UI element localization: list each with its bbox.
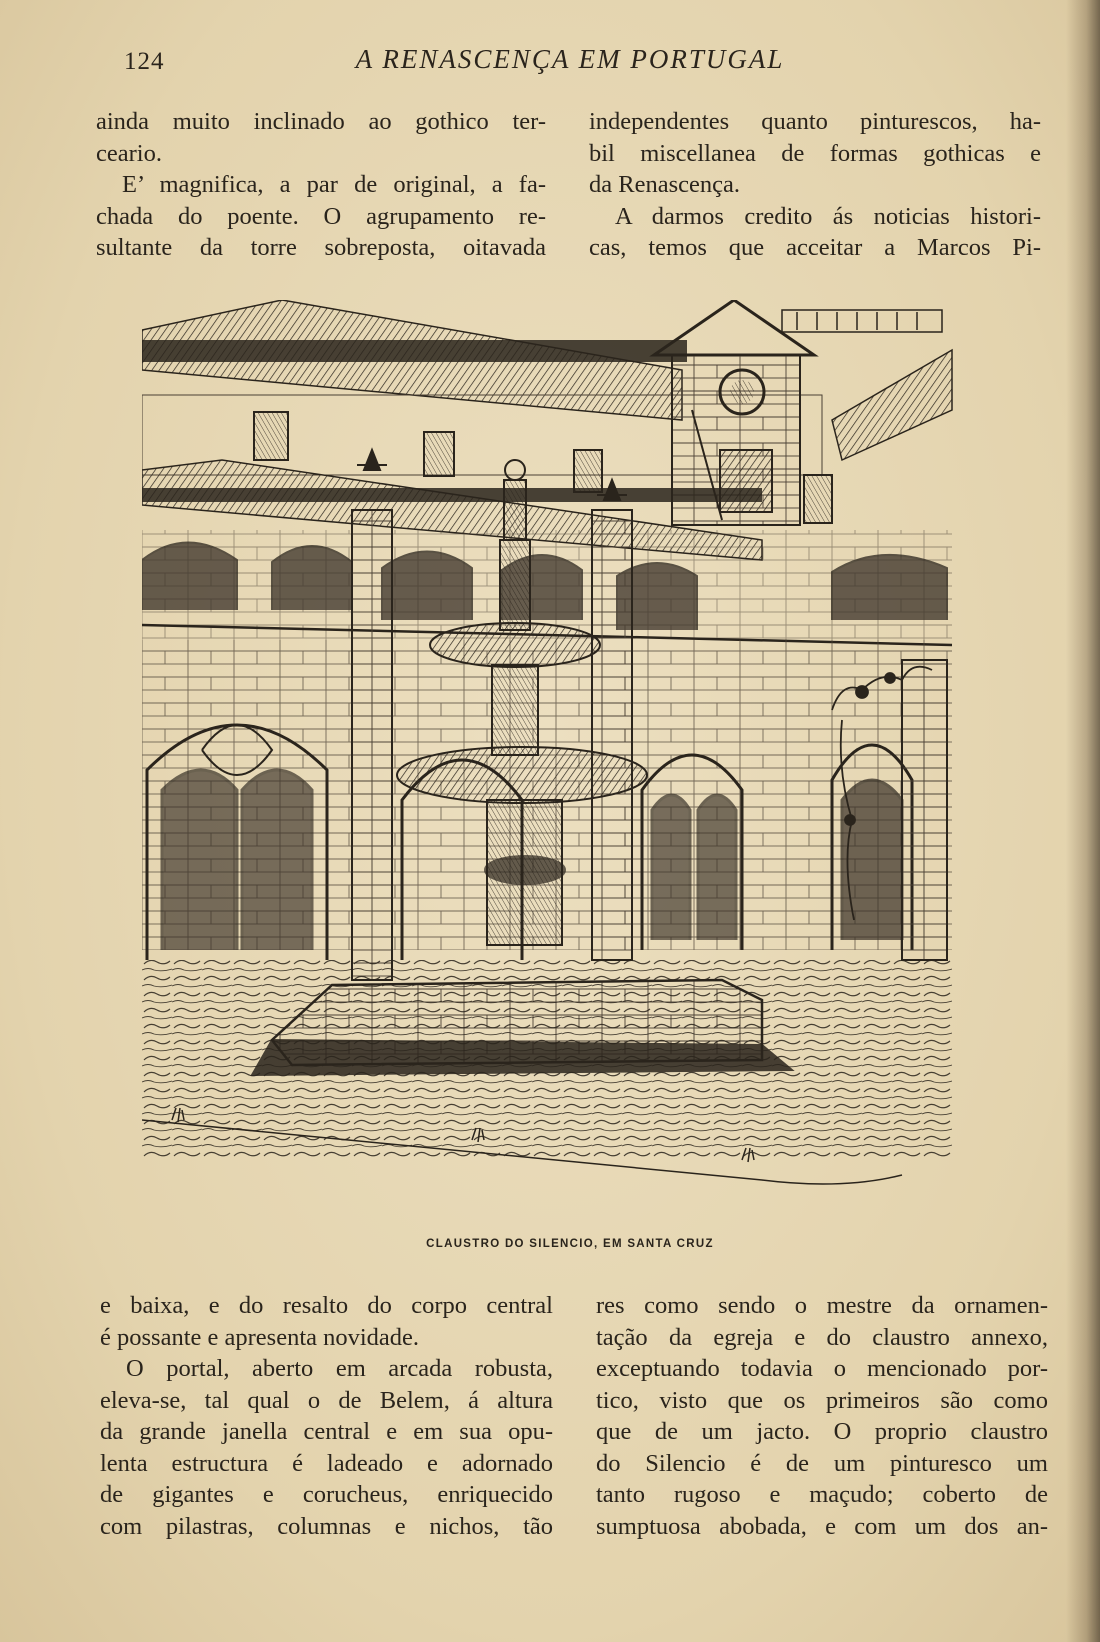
page-edge-shadow xyxy=(1066,0,1100,1642)
text-line: é possante e apresenta novidade. xyxy=(100,1323,420,1351)
text-line: da Renascença. xyxy=(589,171,740,198)
text-column-bottom-right xyxy=(596,1290,1048,1542)
text-line: do Silencio é de um pinturesco um xyxy=(596,1449,1048,1477)
text-line: E’ magnifica, a par de original, a fa- xyxy=(122,171,546,198)
text-column-top-right xyxy=(589,106,1041,264)
figure-caption: CLAUSTRO DO SILENCIO, EM SANTA CRUZ xyxy=(426,1238,714,1250)
text-line: de gigantes e corucheus, enriquecido xyxy=(100,1481,553,1508)
text-column-top-left xyxy=(96,106,546,264)
running-head: A RENASCENÇA EM PORTUGAL xyxy=(355,44,785,74)
text-line: tico, visto que os primeiros são como xyxy=(596,1386,1048,1414)
text-line: e baixa, e do resalto do corpo central xyxy=(100,1292,553,1319)
text-column-bottom-left xyxy=(100,1290,553,1542)
text-line: A darmos credito ás noticias histori- xyxy=(615,202,1041,230)
text-line: independentes quanto pinturescos, ha- xyxy=(589,108,1041,135)
text-line: sultante da torre sobreposta, oitavada xyxy=(96,234,546,261)
text-line: tanto rugoso e maçudo; coberto de xyxy=(596,1481,1048,1508)
text-line: da grande janella central e em sua opu- xyxy=(100,1418,553,1445)
text-line: eleva-se, tal qual o de Belem, á altura xyxy=(100,1386,553,1414)
page-number: 124 xyxy=(124,48,165,75)
text-line: sumptuosa abobada, e com um dos an- xyxy=(596,1512,1048,1540)
text-line: res como sendo o mestre da ornamen- xyxy=(596,1292,1048,1319)
text-line: lenta estructura é ladeado e adornado xyxy=(100,1449,553,1477)
text-line: cas, temos que acceitar a Marcos Pi- xyxy=(589,234,1041,261)
text-line: O portal, aberto em arcada robusta, xyxy=(126,1355,553,1382)
text-line: bil miscellanea de formas gothicas e xyxy=(589,139,1041,167)
text-line: ainda muito inclinado ao gothico ter- xyxy=(96,108,546,135)
cloister-engraving xyxy=(142,300,1002,1215)
text-line: que de um jacto. O proprio claustro xyxy=(596,1418,1048,1445)
text-line: ceario. xyxy=(96,139,162,167)
text-line: com pilastras, columnas e nichos, tão xyxy=(100,1512,553,1540)
text-line: chada do poente. O agrupamento re- xyxy=(96,202,546,230)
text-line: exceptuando todavia o mencionado por- xyxy=(596,1355,1048,1382)
text-line: tação da egreja e do claustro annexo, xyxy=(596,1323,1048,1351)
